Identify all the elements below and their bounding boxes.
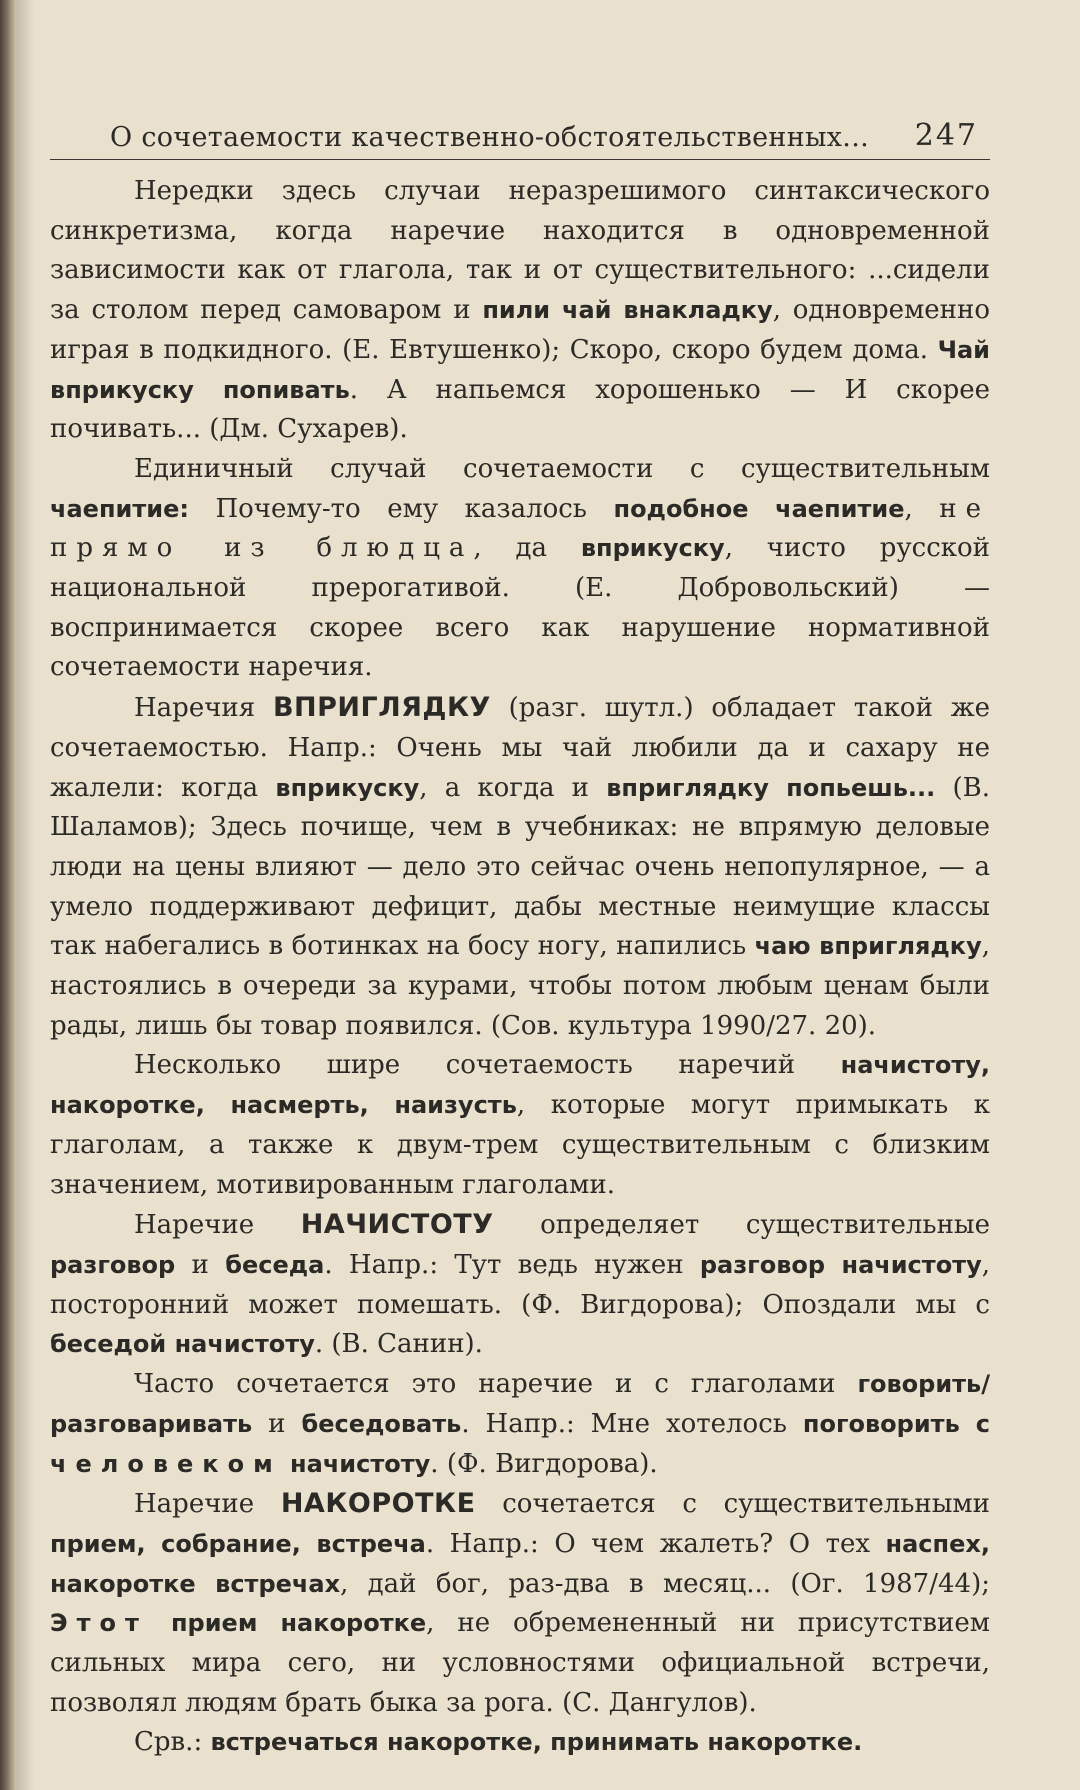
bold-example: вприглядку попьешь...: [606, 773, 936, 802]
bold-example: чаю вприглядку: [754, 932, 982, 961]
bold-example: чаепитие:: [50, 494, 189, 523]
text-run: , а когда и: [419, 772, 607, 803]
text-run: определяет существительные: [493, 1210, 990, 1241]
bold-example: начистоту, накоротке, насмерть, наизусть: [50, 1051, 990, 1120]
paragraph-2: [50, 450, 990, 688]
bold-example: прием накоротке: [147, 1609, 427, 1638]
text-run: , настоялись в очереди за курами, чтобы потом любым ценам были рады, лишь бы товар появился. (Сов. культура 1990/27. 20).: [50, 931, 991, 1041]
text-run: , одновременно играя в подкидного. (Е. Евтушенко); Скоро, скоро будем дома.: [50, 295, 990, 365]
paragraph-3: [50, 688, 990, 1046]
bold-example: наспех, накоротке встречах: [50, 1529, 990, 1598]
text-run: (разг. шутл.) обладает такой же сочетаемостью. Напр.: Очень мы чай любили да и сахару не жалели: когда: [50, 693, 991, 803]
text-run: Наречие: [134, 1489, 281, 1520]
spaced-emphasis: Этот: [50, 1609, 148, 1638]
bold-example: пили чай внакладку: [482, 296, 773, 325]
text-run: Наречия: [134, 693, 273, 724]
paragraph-7: [50, 1484, 990, 1723]
bold-example: подобное чаепитие: [613, 494, 905, 523]
spaced-emphasis: человеком: [50, 1449, 282, 1478]
text-run: Наречие: [134, 1210, 301, 1241]
text-run: Срв.:: [134, 1727, 211, 1758]
text-run: , посторонний может помешать. (Ф. Вигдорова); Опоздали мы с: [50, 1249, 990, 1320]
bold-example: беседа: [225, 1250, 325, 1279]
bold-example: прием, собрание, встреча: [50, 1529, 426, 1558]
text-run: , которые могут примыкать к глаголам, а также к двум-трем существительным с близким значением, мотивированным глаголами.: [50, 1090, 990, 1200]
gutter-shadow: [16, 0, 34, 1790]
bold-example: беседой начистоту: [50, 1330, 315, 1359]
paragraph-6: [50, 1365, 990, 1484]
text-run: Часто сочетается это наречие и с глаголами: [134, 1369, 858, 1400]
text-run: сочетается с существительными: [475, 1489, 990, 1520]
page-body: [50, 172, 990, 1763]
bold-example: Чай вприкуску попивать: [50, 335, 990, 404]
running-header-title: О сочетаемости качественно-обстоятельственных...: [110, 122, 869, 153]
bold-example: говорить/разговаривать: [50, 1370, 990, 1438]
bold-example: вприкуску: [580, 534, 725, 563]
text-run: . Напр.: Тут ведь нужен: [324, 1249, 700, 1280]
headword: ВПРИГЛЯДКУ: [272, 692, 491, 724]
text-run: . (В. Санин).: [314, 1329, 483, 1360]
bold-example: разговор начистоту: [699, 1250, 982, 1279]
bold-example: вприкуску: [275, 773, 420, 802]
text-run: . А напьемся хорошенько — И скорее почивать... (Дм. Сухарев).: [50, 374, 991, 445]
paragraph-5: [50, 1205, 990, 1365]
text-run: (В. Шаламов); Здесь почище, чем в учебниках: не впрямую деловые люди на цены влияют — дело это сейчас очень непопулярное, — а умело поддерживают дефицит, дабы местные неимущие классы так набегались в ботинках на босу ногу, напились: [50, 772, 990, 962]
bold-example: беседовать: [301, 1409, 462, 1438]
text-run: . Напр.: О чем жалеть? О тех: [425, 1528, 886, 1559]
text-run: и: [175, 1249, 226, 1280]
bold-example: начистоту: [281, 1449, 431, 1478]
book-spine-shadow: [0, 0, 16, 1790]
paragraph-1: [50, 172, 990, 450]
text-run: Нередки здесь случаи неразрешимого синтаксического синкретизма, когда наречие находится в одновременной зависимости как от глагола, так и от существительного: ...сидели за столом перед самоваром и: [50, 176, 990, 326]
bold-example: разговор: [50, 1250, 176, 1279]
text-run: , да: [473, 533, 581, 564]
text-run: , не обремененный ни присутствием сильных мира сего, ни условностями официальной встречи, позволял людям брать быка за рога. (С. Дангулов).: [50, 1608, 990, 1718]
headword: НАЧИСТОТУ: [300, 1209, 494, 1241]
bold-example: встречаться накоротке, принимать накоротке.: [210, 1728, 863, 1757]
spaced-emphasis: не прямо из блюдца: [50, 493, 990, 564]
text-run: Почему-то ему казалось: [188, 493, 614, 524]
text-run: . (Ф. Вигдорова).: [430, 1448, 658, 1479]
text-run: . Напр.: Мне хотелось: [461, 1408, 803, 1439]
paragraph-4: [50, 1046, 990, 1205]
running-header: [50, 118, 990, 160]
bold-example: поговорить с: [802, 1409, 991, 1438]
text-run: Несколько шире сочетаемость наречий: [134, 1050, 841, 1081]
text-run: , чисто русской национальной прерогативой. (Е. Добровольский) — воспринимается скорее всего как нарушение нормативной сочетаемости наречия.: [50, 533, 990, 683]
text-run: Единичный случай сочетаемости с существительным: [134, 453, 990, 484]
headword: НАКОРОТКЕ: [280, 1488, 476, 1520]
page-number: 247: [914, 118, 978, 153]
text-run: , дай бог, раз-два в месяц... (Ог. 1987/44);: [340, 1568, 990, 1599]
text-run: и: [252, 1408, 302, 1439]
paragraph-8: [50, 1723, 990, 1763]
book-page: [50, 118, 990, 1763]
text-run: ,: [904, 493, 940, 524]
